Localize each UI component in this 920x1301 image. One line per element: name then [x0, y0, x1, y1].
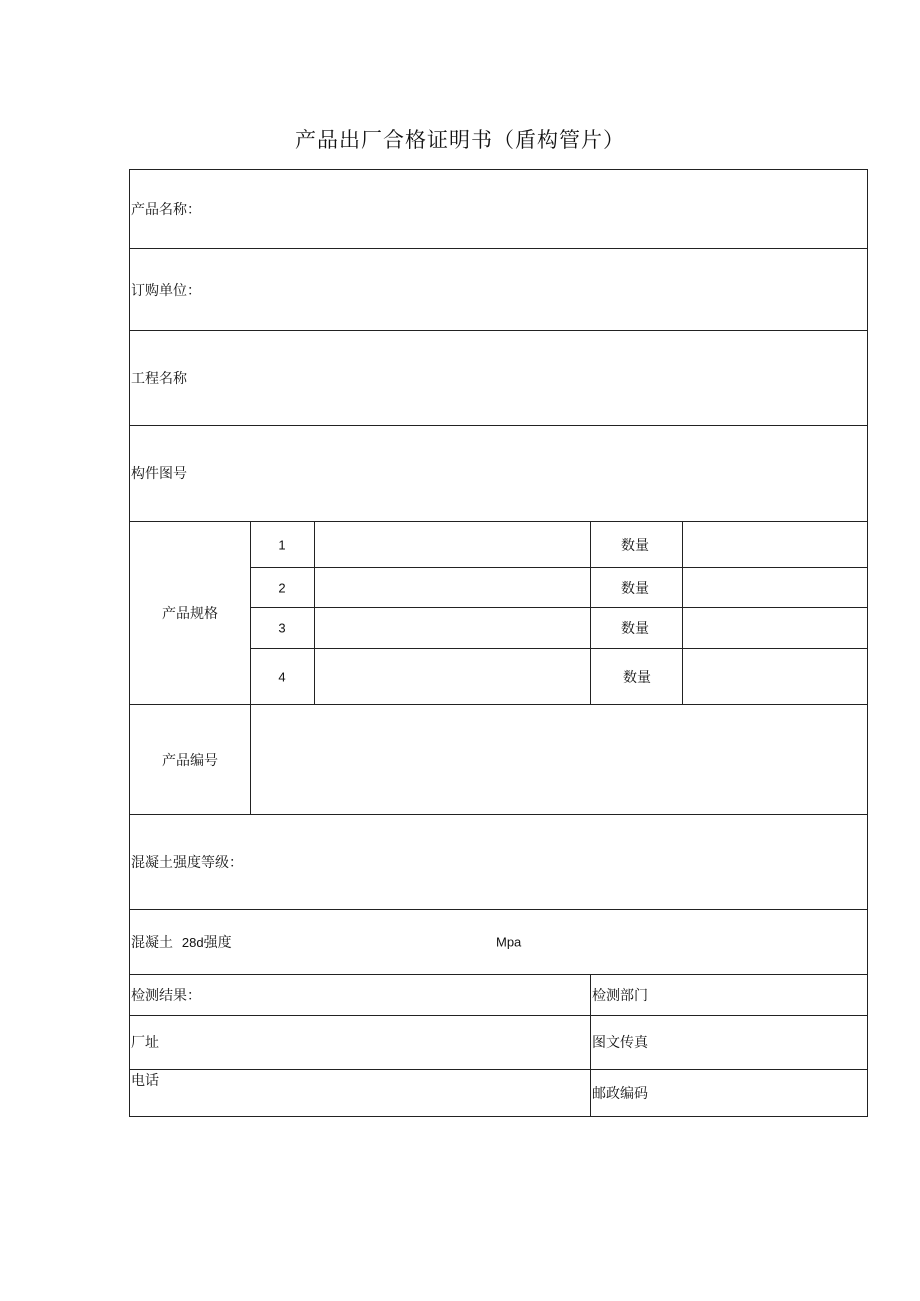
table-border-right [867, 169, 868, 1117]
row-divider [129, 974, 868, 975]
phone-label: 电话 [131, 1073, 159, 1089]
row-divider [129, 330, 868, 331]
purchaser-label: 订购单位： [131, 283, 201, 299]
table-border-top [129, 169, 868, 170]
spec-index: 4 [278, 669, 286, 685]
column-divider [314, 521, 315, 705]
drawing-number-label: 构件图号 [131, 466, 187, 482]
table-border-left [129, 169, 130, 1117]
row-divider [250, 567, 868, 568]
project-name-label: 工程名称 [131, 371, 187, 387]
row-divider [129, 521, 868, 522]
concrete-28d-suffix: 强度 [203, 935, 232, 951]
concrete-28d-value: 28d [181, 935, 204, 950]
table-border-bottom [129, 1116, 868, 1117]
postcode-label: 邮政编码 [592, 1086, 648, 1102]
spec-index: 2 [278, 580, 286, 596]
quantity-label: 数量 [621, 621, 649, 637]
concrete-grade-label: 混凝土强度等级： [131, 855, 243, 871]
spec-index: 1 [278, 537, 286, 553]
column-divider [590, 521, 591, 705]
row-divider [250, 648, 868, 649]
fax-label: 图文传真 [592, 1035, 648, 1051]
concrete-28d-label [131, 932, 232, 952]
row-divider [129, 1015, 868, 1016]
row-divider [129, 909, 868, 910]
column-divider [590, 974, 591, 1117]
quantity-label: 数量 [621, 581, 649, 597]
row-divider [129, 425, 868, 426]
row-divider [129, 814, 868, 815]
quantity-label: 数量 [623, 670, 651, 686]
quantity-label: 数量 [621, 538, 649, 554]
spec-index: 3 [278, 620, 286, 636]
test-result-label: 检测结果： [131, 988, 201, 1004]
column-divider [250, 521, 251, 815]
serial-number-label: 产品编号 [162, 753, 218, 769]
concrete-28d-prefix: 混凝土 [131, 935, 173, 951]
test-department-label: 检测部门 [592, 988, 648, 1004]
row-divider [250, 607, 868, 608]
row-divider [129, 248, 868, 249]
column-divider [682, 521, 683, 705]
product-name-label: 产品名称： [131, 202, 201, 218]
strength-unit: Mpa [496, 934, 522, 950]
row-divider [129, 1069, 868, 1070]
product-spec-label: 产品规格 [162, 606, 218, 622]
row-divider [129, 704, 868, 705]
page-title: 产品出厂合格证明书（盾构管片） [295, 128, 625, 152]
factory-address-label: 厂址 [131, 1035, 159, 1051]
